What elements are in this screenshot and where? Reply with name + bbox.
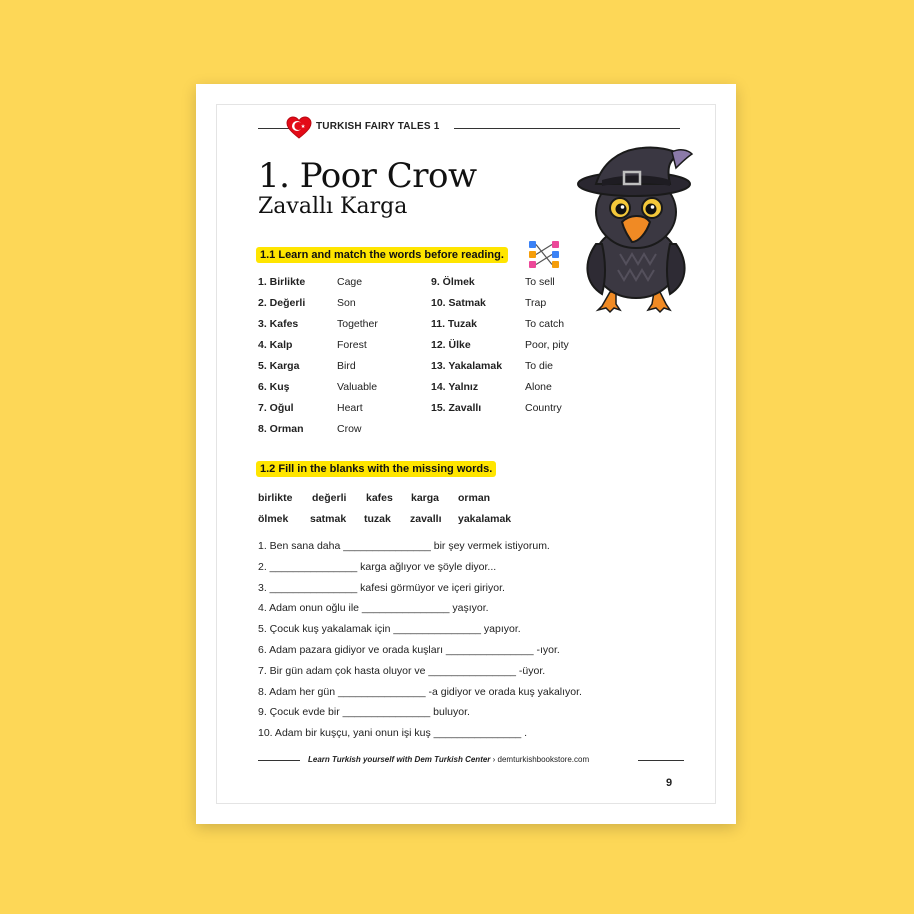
vocab-word: 10. Satmak [431,297,486,309]
word-bank-item: karga [411,492,440,504]
vocab-meaning: Alone [525,381,552,393]
vocab-meaning: Together [337,318,378,330]
header-line-right [454,128,680,129]
matching-icon [528,239,560,271]
vocab-word: 6. Kuş [258,381,290,393]
vocab-word: 5. Karga [258,360,300,372]
word-bank-item: zavallı [410,513,442,525]
sentence-item: 10. Adam bir kuşçu, yani onun işi kuş _______________ . [258,727,528,740]
vocab-meaning: Poor, pity [525,339,569,351]
vocab-word: 15. Zavallı [431,402,482,414]
vocab-meaning: Trap [525,297,547,309]
section-2-title: 1.2 Fill in the blanks with the missing words. [256,461,496,477]
sentence-item: 6. Adam pazara gidiyor ve orada kuşları _______________ -ıyor. [258,643,560,656]
vocab-word: 2. Değerli [258,297,306,309]
header-title: TURKISH FAIRY TALES 1 [316,121,440,132]
sentence-item: 5. Çocuk kuş yakalamak için _______________ yapıyor. [258,623,521,636]
turkey-flag-heart-icon [286,116,312,140]
vocab-word: 8. Orman [258,423,304,435]
vocab-meaning: Country [525,402,562,414]
vocab-meaning: To catch [525,318,565,330]
vocab-word: 14. Yalnız [431,381,479,393]
page-title: 1. Poor Crow [258,156,477,196]
page-footer [258,754,686,766]
sentence-item: 8. Adam her gün _______________ -a gidiyor ve orada kuş yakalıyor. [258,685,582,698]
footer-link[interactable]: demturkishbookstore.com [497,755,590,764]
footer-text [308,755,589,764]
vocabulary-meanings-left [337,272,378,440]
sentence-item: 4. Adam onun oğlu ile _______________ yaşıyor. [258,602,489,615]
footer-line-left [258,760,300,761]
sentence-item: 9. Çocuk evde bir _______________ buluyor. [258,706,470,719]
sentence-item: 1. Ben sana daha _______________ bir şey vermek istiyorum. [258,540,550,552]
word-bank-item: yakalamak [458,513,512,525]
vocab-word: 12. Ülke [431,339,471,351]
vocab-word: 9. Ölmek [431,276,475,288]
worksheet-page [196,84,736,824]
sentence-item: 7. Bir gün adam çok hasta oluyor ve _______________ -üyor. [258,664,546,677]
page-number: 9 [666,777,673,789]
vocab-meaning: Forest [337,339,367,351]
footer-tagline: Learn Turkish yourself with Dem Turkish Center [308,755,491,764]
crow-illustration [572,144,702,319]
sentence-item: 3. _______________ kafesi görmüyor ve içeri giriyor. [258,581,505,594]
vocab-word: 3. Kafes [258,318,299,330]
word-bank-item: orman [458,492,491,504]
word-bank-item: birlikte [258,492,293,504]
vocab-meaning: Heart [337,402,363,414]
vocab-meaning: Crow [337,423,362,435]
vocab-word: 4. Kalp [258,339,293,351]
sentence-item: 2. _______________ karga ağlıyor ve şöyle diyor... [258,560,497,573]
vocab-meaning: Son [337,297,356,309]
footer-line-right [638,760,684,761]
word-bank-item: tuzak [364,513,391,525]
vocabulary-words-left [258,272,305,440]
vocab-meaning: Cage [337,276,363,288]
fill-in-sentences [258,536,582,744]
vocab-meaning: To sell [525,276,555,288]
word-bank-item: ölmek [258,513,289,525]
section-1-title: 1.1 Learn and match the words before reading. [256,247,508,263]
vocab-word: 7. Oğul [258,402,294,414]
vocab-meaning: Valuable [337,381,378,393]
vocabulary-meanings-right [525,272,569,419]
page-subtitle: Zavallı Karga [258,194,408,219]
word-bank-item: kafes [366,492,393,504]
page-header [258,120,684,136]
vocabulary-words-right [431,272,502,419]
vocab-word: 11. Tuzak [431,318,477,330]
vocab-meaning: To die [525,360,554,372]
word-bank-item: satmak [310,513,347,525]
footer-separator: › [490,755,498,764]
vocab-meaning: Bird [337,360,356,372]
word-bank-item: değerli [312,492,347,504]
vocab-word: 1. Birlikte [258,276,306,288]
vocab-word: 13. Yakalamak [431,360,503,372]
